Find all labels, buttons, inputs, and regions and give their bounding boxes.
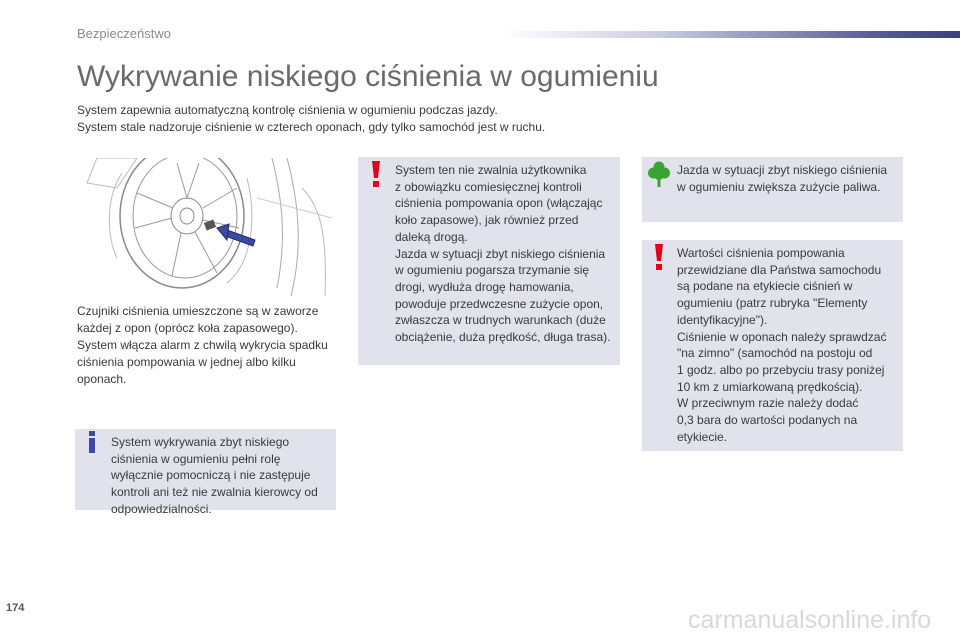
text-line: etykiecie. [677, 429, 728, 444]
text-line: powoduje przedwczesne zużycie opon, [395, 296, 604, 311]
text-line: "na zimno" (samochód na postoju od [677, 346, 873, 361]
text-line: obciążenie, duża prędkość, długa trasa). [395, 330, 611, 345]
eco-note-box [642, 157, 903, 222]
text-line: wyłącznie pomocniczą i nie zastępuje [111, 468, 311, 483]
text-line: Wartości ciśnienia pompowania [677, 246, 845, 260]
page-title: Wykrywanie niskiego ciśnienia w ogumieniu [77, 60, 659, 93]
leaf-icon [648, 161, 670, 187]
text-line: drogi, wydłuża drogę hamowania, [395, 279, 574, 294]
info-icon [86, 431, 98, 453]
text-line: w ogumieniu zwiększa zużycie paliwa. [677, 179, 881, 194]
text-line: kontroli ani też nie zwalnia kierowcy od [111, 485, 318, 500]
text-line: 1 godz. albo po przebyciu trasy poniżej [677, 362, 885, 377]
text-line: ciśnienia pompowania opon (włączając [395, 196, 603, 211]
text-line: System wykrywania zbyt niskiego [111, 435, 290, 449]
wheel-drawing [77, 158, 335, 296]
text-line: W przeciwnym razie należy dodać [677, 396, 859, 411]
intro-line: System zapewnia automatyczną kontrolę ciśnienia w ogumieniu podczas jazdy. [77, 103, 498, 117]
warning-note-box [642, 240, 903, 451]
header-accent-bar [500, 31, 960, 38]
text-line: Jazda w sytuacji zbyt niskiego ciśnienia [677, 163, 888, 177]
text-line: identyfikacyjne"). [677, 312, 768, 327]
text-line: w ogumieniu pogarsza trzymanie się [395, 263, 590, 278]
intro-text [77, 102, 677, 136]
text-line: odpowiedzialności. [111, 501, 212, 516]
text-line: daleką drogą. [395, 229, 468, 244]
wheel-valve-illustration [77, 158, 335, 296]
text-line: z obowiązku comiesięcznej kontroli [395, 179, 582, 194]
warning-note-box [358, 157, 620, 365]
text-line: Czujniki ciśnienia umieszczone są w zaworze [77, 304, 319, 318]
text-line: ogumieniu (patrz rubryka "Elementy [677, 296, 868, 311]
text-line: System włącza alarm z chwilą wykrycia spadku [77, 338, 328, 352]
text-line: przewidziane dla Państwa samochodu [677, 262, 882, 277]
text-line: każdej z opon (oprócz koła zapasowego). [77, 321, 298, 335]
text-line: Jazda w sytuacji zbyt niskiego ciśnienia [395, 246, 606, 261]
watermark: carmanualsonline.info [688, 606, 932, 634]
text-line: 10 km z umiarkowaną prędkością). [677, 379, 863, 394]
text-line: System ten nie zwalnia użytkownika [395, 163, 587, 177]
page-number: 174 [6, 602, 25, 614]
text-line: ciśnienia pompowania w jednej albo kilku [77, 355, 296, 369]
text-line: 0,3 bara do wartości podanych na [677, 413, 858, 428]
exclamation-icon [366, 161, 386, 187]
exclamation-icon [649, 244, 669, 270]
text-line: ciśnienia w ogumieniu pełni rolę [111, 451, 281, 466]
text-line: Ciśnienie w oponach należy sprawdzać [677, 329, 887, 344]
text-line: zwłaszcza w trudnych warunkach (duże [395, 313, 606, 328]
sensor-description [77, 303, 339, 388]
text-line: oponach. [77, 372, 127, 386]
section-label: Bezpieczeństwo [77, 26, 171, 41]
text-line: są podane na etykiecie ciśnień w [677, 279, 853, 294]
info-note-box [75, 429, 336, 516]
intro-line: System stale nadzoruje ciśnienie w czterech oponach, gdy tylko samochód jest w ruchu. [77, 120, 546, 134]
text-line: koło zapasowe), jak również przed [395, 213, 579, 228]
